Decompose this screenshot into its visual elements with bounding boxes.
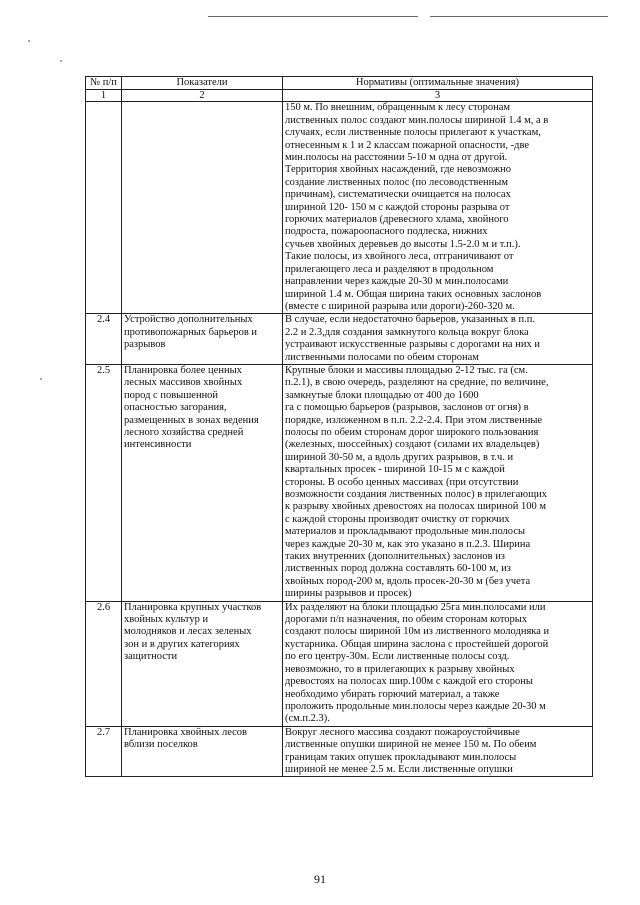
header-number: № п/п xyxy=(86,77,122,90)
row-norm: Их разделяют на блоки площадью 25га мин.полосами или дорогами п/п назначения, по обеим сторонам которых создают полосы шириной 10м из лиственного молодняка и кустарника. Общая ширина заслона с простейшей дорогой по его центру-30м. Если лиственные полосы созд. невозможно, то в прилегающих к разрыву хвойных древостоях на полосах шир.100м с каждой его стороны необходимо убирать горючий материал, а также проложить продольные мин.полосы через каждые 20-30 м (см.п.2.3). xyxy=(283,601,593,726)
column-number: 1 xyxy=(86,90,122,102)
row-norm: Крупные блоки и массивы площадью 2-12 тыс. га (см. п.2.1), в свою очередь, разделяют на средние, по величине, замкнутые блоки площадью от 400 до 1600 га с помощью барьеров (разрывов, заслонов от огня) в порядке, изложенном в п.п. 2.2-2.4. При этом лиственные полосы по обеим сторонам дорог широкого пользования (железных, шоссейных) создают (силами их владельцев) шириной 30-50 м, а вдоль других разрывов, в т.ч. и квартальных просек - шириной 10-15 м с каждой стороны. В особо ценных массивах (при отсутствии возможности создания лиственных полос) в прилегающих к разрыву хвойных древостоях на полосах шириной 100 м с каждой стороны производят очистку от горючих материалов и прокладывают продольные мин.полосы через каждые 20-30 м, как это указано в п.2.3. Ширина таких внутренних (дополнительных) заслонов из лиственных пород должна составлять 60-100 м, из хвойных пород-200 м, вдоль просек-20-30 м (без учета ширины разрывов и просек) xyxy=(283,364,593,601)
table-row xyxy=(86,726,593,777)
row-norm: 150 м. По внешним, обращенным к лесу сторонам лиственных полос создают мин.полосы шириной 1.4 м, а в случаях, если лиственные полосы прилегают к участкам, отнесенным к 1 и 2 классам пожарной опасности, -две мин.полосы на расстоянии 5-10 м одна от другой. Территория хвойных насаждений, где невозможно создание лиственных полос (по лесоводственным причинам), систематически очищается на полосах шириной 120- 150 м с каждой стороны разрыва от горючих материалов (древесного хлама, хвойного подроста, пожароопасного подлеска, нижних сучьев хвойных деревьев до высоты 1.5-2.0 м и т.п.). Такие полосы, из хвойного леса, отграничивают от прилегающего леса и разделяют в продольном направлении через каждые 20-30 м мин.полосами шириной 1.4 м. Общая ширина таких основных заслонов (вместе с шириной разрыва или дороги)-260-320 м. xyxy=(283,102,593,314)
header-indicators: Показатели xyxy=(122,77,283,90)
scan-artifact-dot xyxy=(60,60,62,62)
scan-artifact-line xyxy=(208,16,418,17)
table-row xyxy=(86,314,593,365)
row-norm: В случае, если недостаточно барьеров, указанных в п.п. 2.2 и 2.3,для создания замкнутого кольца вокруг блока устраивают искусственные разрывы с дорогами на них и лиственными полосами по обеим сторонам xyxy=(283,314,593,365)
scan-artifact-dot xyxy=(28,40,30,42)
row-norm: Вокруг лесного массива создают пожароустойчивые лиственные опушки шириной не менее 150 м. По обеим границам таких опушек прокладывают мин.полосы шириной не менее 2.5 м. Если лиственные опушки xyxy=(283,726,593,777)
row-number: 2.7 xyxy=(86,726,122,777)
column-number-row xyxy=(86,90,593,102)
table-header-row xyxy=(86,77,593,90)
row-indicator: Планировка хвойных лесов вблизи поселков xyxy=(122,726,283,777)
scan-artifact-dot xyxy=(40,378,42,380)
scan-artifact-line xyxy=(430,16,608,17)
row-number: 2.5 xyxy=(86,364,122,601)
row-number: 2.6 xyxy=(86,601,122,726)
row-number xyxy=(86,102,122,314)
header-norms: Нормативы (оптимальные значения) xyxy=(283,77,593,90)
row-indicator: Планировка крупных участков хвойных культур и молодняков и лесах зеленых зон и в других категориях защитности xyxy=(122,601,283,726)
row-number: 2.4 xyxy=(86,314,122,365)
table-row xyxy=(86,601,593,726)
row-indicator: Планировка более ценных лесных массивов хвойных пород с повышенной опасностью загорания, размещенных в зонах ведения лесного хозяйства средней интенсивности xyxy=(122,364,283,601)
page-number: 91 xyxy=(314,872,326,886)
table-row xyxy=(86,102,593,314)
column-number: 2 xyxy=(122,90,283,102)
row-indicator xyxy=(122,102,283,314)
column-number: 3 xyxy=(283,90,593,102)
table-row xyxy=(86,364,593,601)
norms-table xyxy=(85,76,593,777)
row-indicator: Устройство дополнительных противопожарных барьеров и разрывов xyxy=(122,314,283,365)
